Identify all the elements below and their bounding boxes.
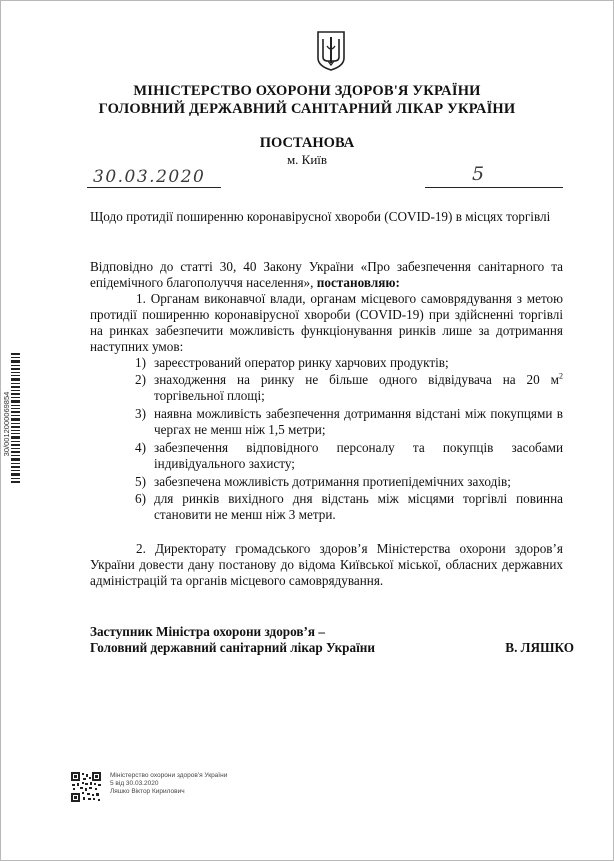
list-item-text-part: торгівельної площі; [154, 388, 265, 403]
chief-sanitary-doctor-title: ГОЛОВНИЙ ДЕРЖАВНИЙ САНІТАРНИЙ ЛІКАР УКРАЇНИ [98, 101, 516, 117]
e-signature-doc-ref: 5 від 30.03.2020 [110, 780, 159, 787]
document-city: м. Київ [286, 152, 328, 167]
list-item-number: 6) [135, 491, 146, 506]
qr-code-icon [71, 772, 101, 802]
list-item [135, 355, 563, 371]
trident-emblem-icon [316, 30, 346, 72]
barcode-icon [11, 353, 27, 485]
list-item [135, 372, 563, 404]
document-date: 30.03.2020 [93, 167, 206, 187]
list-item-text: наявна можливість забезпечення дотримання відстані між покупцями в чергах не менш ніж 1,5 метри; [154, 406, 563, 437]
list-item-text-part: знаходження на ринку не більше одного відвідувача на 20 м [154, 372, 559, 387]
date-underline [87, 187, 221, 188]
list-item [135, 406, 563, 438]
e-signature-signer: Ляшко Віктор Кирилович [110, 788, 185, 795]
intro-paragraph [90, 259, 563, 291]
list-item-text: для ринків вихідного дня відстань між місцями торгівлі повинна становити не менш ніж 3 метри. [154, 491, 563, 522]
list-item-number: 4) [135, 440, 146, 455]
point-1-paragraph: 1. Органам виконавчої влади, органам місцевого самоврядування з метою протидії поширенню коронавірусної хвороби (COVID-19) при здійсненні торгівлі на ринках забезпечити можливість функціонування ринків лише за дотримання наступних умов: [90, 291, 563, 354]
list-item-text: зареєстрований оператор ринку харчових продуктів; [154, 355, 449, 370]
intro-text: Відповідно до статті 30, 40 Закону України «Про забезпечення санітарного та епідемічного благополуччя населення», [90, 259, 563, 290]
list-item-text: забезпечення відповідного персоналу та покупців засобами індивідуального захисту; [154, 440, 563, 471]
superscript: 2 [559, 371, 563, 381]
barcode-number: 30/0012000069854 [2, 391, 11, 457]
list-item [135, 491, 563, 523]
list-item-number: 3) [135, 406, 146, 421]
signatory-position: Заступник Міністра охорони здоров’я – [90, 624, 325, 639]
decree-word: постановляю: [316, 275, 400, 290]
number-underline [425, 187, 563, 188]
ministry-title: МІНІСТЕРСТВО ОХОРОНИ ЗДОРОВ'Я УКРАЇНИ [133, 83, 481, 99]
list-item-number: 1) [135, 355, 146, 370]
list-item [135, 440, 563, 472]
list-item-number: 5) [135, 474, 146, 489]
document-number: 5 [472, 163, 485, 185]
e-signature-ministry: Міністерство охорони здоров'я України [110, 772, 228, 779]
document-type: ПОСТАНОВА [259, 135, 355, 151]
signatory-name: В. ЛЯШКО [505, 640, 574, 655]
document-subject: Щодо протидії поширенню коронавірусної хвороби (COVID-19) в місцях торгівлі [90, 209, 551, 224]
list-item-number: 2) [135, 372, 146, 387]
list-item-text: забезпечена можливість дотримання протиепідемічних заходів; [154, 474, 511, 489]
list-item [135, 474, 563, 490]
point-2-paragraph: 2. Директорату громадського здоров’я Міністерства охорони здоров’я України довести дану постанову до відома Київської міської, обласних державних адміністрацій та органів місцевого самоврядування. [90, 541, 563, 588]
signatory-title: Головний державний санітарний лікар України [90, 640, 375, 655]
list-item-text [154, 372, 563, 404]
